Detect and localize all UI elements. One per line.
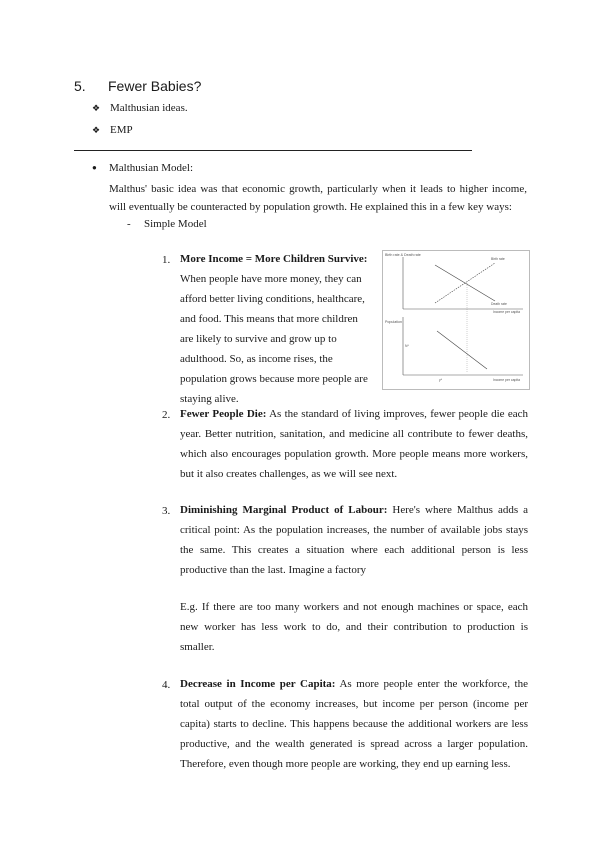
- diamond-bullet-icon: ❖: [92, 125, 101, 135]
- list-item-body: When people have more money, they can afford better living conditions, healthcare, and food. This means that more children are likely to survive and grow up to adulthood. So, as income rises, the population grows because more people are staying alive.: [180, 273, 368, 405]
- list-item: [180, 674, 528, 774]
- sub-item-label: Simple Model: [144, 218, 207, 230]
- section-heading: [74, 78, 201, 94]
- section-title: Fewer Babies?: [108, 78, 202, 94]
- dash-bullet: -: [127, 218, 131, 230]
- list-item-title: Decrease in Income per Capita:: [180, 678, 336, 690]
- top-line-label-2: Death rate: [491, 302, 507, 306]
- list-item: [180, 500, 528, 580]
- model-bullet: [92, 162, 193, 174]
- top-y-label: Birth rate & Death rate: [385, 253, 421, 257]
- bottom-y-label: Population: [385, 320, 402, 324]
- list-item-body: As the standard of living improves, fewer people die each year. Better nutrition, sanitation, and medicine all contribute to fewer deaths, which also encourages population growth. More people means more workers, but it also creates challenges, as we will see next.: [180, 408, 528, 480]
- bullet-item: ❖ Malthusian ideas.: [92, 102, 188, 114]
- list-number: 4.: [162, 679, 171, 691]
- model-intro: Malthus' basic idea was that economic growth, particularly when it leads to higher income, will eventually be counteracted by population growth. He explained this in a few key ways:: [109, 183, 527, 213]
- list-item-title: More Income = More Children Survive:: [180, 253, 368, 265]
- bottom-x-label: Income per capita: [493, 378, 520, 382]
- model-title: Malthusian Model:: [109, 162, 194, 174]
- top-x-label: Income per capita: [493, 310, 520, 314]
- section-number: 5.: [74, 78, 86, 94]
- population-line: [437, 331, 487, 369]
- malthusian-graph: [382, 250, 530, 390]
- death-rate-line: [435, 263, 495, 303]
- top-line-label-1: Birth rate: [491, 257, 505, 261]
- bottom-x-mark: y*: [439, 378, 443, 382]
- list-number: 3.: [162, 505, 171, 517]
- list-item-title: Fewer People Die:: [180, 408, 267, 420]
- list-item-title: Diminishing Marginal Product of Labour:: [180, 504, 388, 516]
- sub-item: [127, 218, 207, 230]
- diamond-bullet-icon: ❖: [92, 103, 101, 113]
- list-item-body: Here's where Malthus adds a critical point: As the population increases, the number of available jobs stays the same. This creates a situation where each additional person is less productive than the last. Imagine a factory: [180, 504, 528, 576]
- list-item: [180, 404, 528, 484]
- dot-bullet-icon: ●: [92, 163, 97, 172]
- horizontal-divider: [74, 150, 472, 151]
- list-item: [180, 249, 372, 409]
- list-item-example: E.g. If there are too many workers and not enough machines or space, each new worker has less work to do, and their contribution to production is smaller.: [180, 601, 528, 653]
- list-number: 2.: [162, 409, 171, 421]
- list-item-body: As more people enter the workforce, the total output of the economy increases, but income per person (income per capita) starts to decline. This happens because the additional workers are less productive, and the wealth generated is spread across a larger population. Therefore, even though more people are working, they end up earning less.: [180, 678, 528, 770]
- list-number: 1.: [162, 254, 171, 266]
- bullet-item: ❖ EMP: [92, 124, 133, 136]
- bottom-y-mark: N*: [405, 344, 409, 348]
